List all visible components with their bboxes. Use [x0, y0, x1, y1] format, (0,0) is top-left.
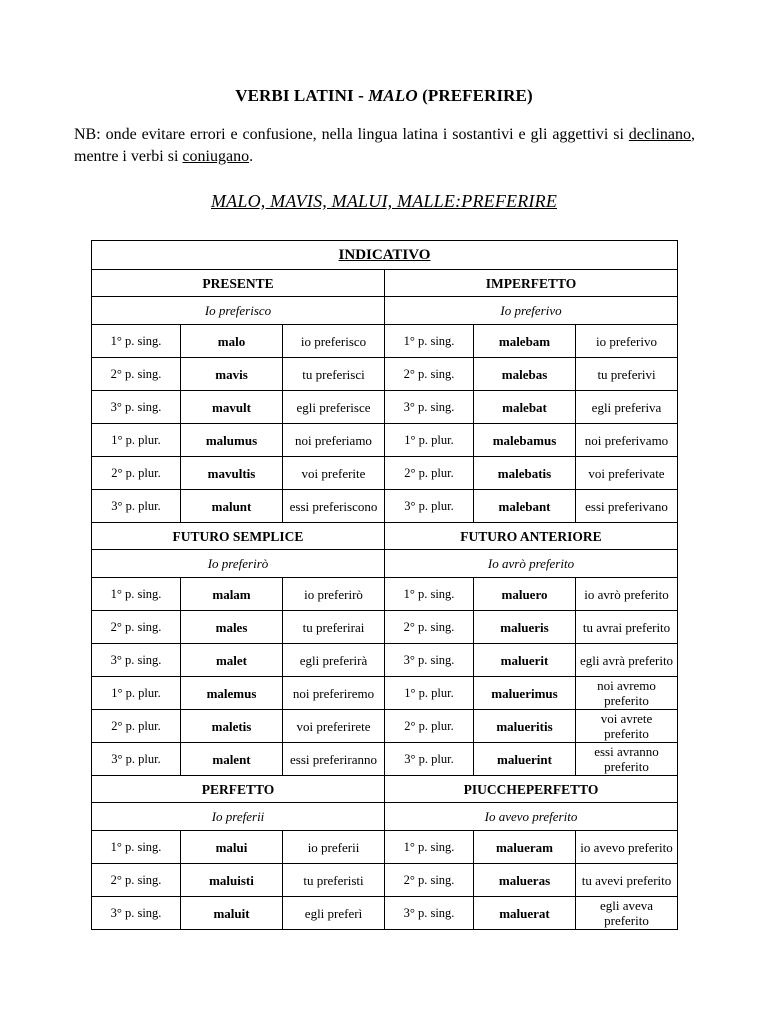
latin-form-cell: malueritis [474, 710, 576, 743]
table-row [92, 864, 678, 897]
latin-form-cell: mavult [181, 391, 283, 424]
latin-form-cell: malebat [474, 391, 576, 424]
tense-header-row [92, 776, 678, 803]
person-cell: 1° p. plur. [385, 677, 474, 710]
translation-cell: tu avrai preferito [576, 611, 678, 644]
tense-translation: Io preferisco [92, 297, 385, 325]
latin-form-cell: malunt [181, 490, 283, 523]
translation-cell: noi preferiamo [283, 424, 385, 457]
person-cell: 3° p. sing. [385, 897, 474, 930]
person-cell: 3° p. sing. [385, 644, 474, 677]
mood-heading: INDICATIVO [92, 241, 678, 270]
latin-form-cell: malueram [474, 831, 576, 864]
table-row [92, 611, 678, 644]
latin-form-cell: malemus [181, 677, 283, 710]
translation-row [92, 297, 678, 325]
person-cell: 1° p. sing. [385, 831, 474, 864]
translation-row [92, 803, 678, 831]
person-cell: 1° p. plur. [92, 424, 181, 457]
person-cell: 1° p. sing. [385, 578, 474, 611]
table-row [92, 710, 678, 743]
person-cell: 2° p. plur. [385, 710, 474, 743]
person-cell: 3° p. plur. [92, 490, 181, 523]
tense-translation: Io avevo preferito [385, 803, 678, 831]
latin-form-cell: maluit [181, 897, 283, 930]
translation-cell: tu preferisci [283, 358, 385, 391]
title-prefix: VERBI LATINI - [235, 86, 369, 105]
translation-cell: egli avrà preferito [576, 644, 678, 677]
translation-cell: essi preferivano [576, 490, 678, 523]
table-row [92, 644, 678, 677]
table-row [92, 831, 678, 864]
table-row [92, 325, 678, 358]
conjugation-table [91, 240, 678, 930]
table-row [92, 677, 678, 710]
translation-cell: tu preferirai [283, 611, 385, 644]
translation-cell: io preferivo [576, 325, 678, 358]
table-row [92, 743, 678, 776]
person-cell: 3° p. plur. [385, 743, 474, 776]
tense-heading: FUTURO SEMPLICE [92, 523, 385, 550]
latin-form-cell: malebas [474, 358, 576, 391]
translation-cell: egli aveva preferito [576, 897, 678, 930]
title-suffix: (PREFERIRE) [417, 86, 533, 105]
translation-cell: noi avremo preferito [576, 677, 678, 710]
latin-form-cell: malumus [181, 424, 283, 457]
translation-cell: voi preferivate [576, 457, 678, 490]
translation-cell: egli preferiva [576, 391, 678, 424]
tense-header-row [92, 523, 678, 550]
tense-translation: Io preferirò [92, 550, 385, 578]
latin-form-cell: malet [181, 644, 283, 677]
tense-heading: PERFETTO [92, 776, 385, 803]
latin-form-cell: maluerit [474, 644, 576, 677]
page-title [0, 86, 768, 106]
translation-cell: essi preferiranno [283, 743, 385, 776]
latin-form-cell: malebatis [474, 457, 576, 490]
latin-form-cell: maletis [181, 710, 283, 743]
verb-principal-parts: MALO, MAVIS, MALUI, MALLE:PREFERIRE [210, 191, 558, 211]
latin-form-cell: mavis [181, 358, 283, 391]
nb-text-3: . [249, 148, 254, 165]
translation-cell: tu preferisti [283, 864, 385, 897]
translation-cell: noi preferiremo [283, 677, 385, 710]
latin-form-cell: malebant [474, 490, 576, 523]
translation-cell: tu preferivi [576, 358, 678, 391]
table-row [92, 424, 678, 457]
person-cell: 2° p. plur. [92, 710, 181, 743]
translation-cell: io preferii [283, 831, 385, 864]
table-row [92, 457, 678, 490]
person-cell: 2° p. plur. [92, 457, 181, 490]
latin-form-cell: maluero [474, 578, 576, 611]
person-cell: 1° p. sing. [92, 578, 181, 611]
mood-row [92, 241, 678, 270]
latin-form-cell: mavultis [181, 457, 283, 490]
translation-cell: essi avranno preferito [576, 743, 678, 776]
tense-heading: PRESENTE [92, 270, 385, 297]
translation-cell: io avevo preferito [576, 831, 678, 864]
latin-form-cell: maluerimus [474, 677, 576, 710]
tense-translation: Io preferii [92, 803, 385, 831]
nb-text-2: , mentre i verbi si [74, 126, 695, 165]
tense-heading: PIUCCHEPERFETTO [385, 776, 678, 803]
person-cell: 3° p. sing. [92, 644, 181, 677]
nb-declinano: declinano [628, 126, 691, 143]
latin-form-cell: malebam [474, 325, 576, 358]
person-cell: 2° p. sing. [385, 864, 474, 897]
translation-cell: voi avrete preferito [576, 710, 678, 743]
person-cell: 2° p. sing. [92, 611, 181, 644]
translation-cell: essi preferiscono [283, 490, 385, 523]
latin-form-cell: maluisti [181, 864, 283, 897]
person-cell: 1° p. plur. [385, 424, 474, 457]
translation-cell: noi preferivamo [576, 424, 678, 457]
translation-cell: voi preferite [283, 457, 385, 490]
person-cell: 3° p. sing. [385, 391, 474, 424]
translation-row [92, 550, 678, 578]
table-row [92, 897, 678, 930]
tense-heading: IMPERFETTO [385, 270, 678, 297]
title-verb: MALO [368, 86, 418, 105]
person-cell: 1° p. sing. [92, 325, 181, 358]
person-cell: 3° p. sing. [92, 391, 181, 424]
nb-coniugano: coniugano [182, 148, 250, 165]
tense-header-row [92, 270, 678, 297]
person-cell: 1° p. sing. [92, 831, 181, 864]
translation-cell: tu avevi preferito [576, 864, 678, 897]
latin-form-cell: malueras [474, 864, 576, 897]
translation-cell: egli preferirà [283, 644, 385, 677]
person-cell: 2° p. sing. [92, 864, 181, 897]
translation-cell: voi preferirete [283, 710, 385, 743]
translation-cell: egli preferì [283, 897, 385, 930]
latin-form-cell: malam [181, 578, 283, 611]
latin-form-cell: malent [181, 743, 283, 776]
table-row [92, 578, 678, 611]
person-cell: 2° p. sing. [385, 358, 474, 391]
latin-form-cell: malueris [474, 611, 576, 644]
latin-form-cell: maluerat [474, 897, 576, 930]
tense-heading: FUTURO ANTERIORE [385, 523, 678, 550]
nb-note [74, 124, 695, 168]
table-row [92, 490, 678, 523]
translation-cell: io preferirò [283, 578, 385, 611]
tense-translation: Io avrò preferito [385, 550, 678, 578]
latin-form-cell: malo [181, 325, 283, 358]
person-cell: 2° p. sing. [385, 611, 474, 644]
translation-cell: io avrò preferito [576, 578, 678, 611]
latin-form-cell: malui [181, 831, 283, 864]
latin-form-cell: maluerint [474, 743, 576, 776]
nb-text-1: NB: onde evitare errori e confusione, nella lingua latina i sostantivi e gli aggettivi si [74, 126, 629, 143]
table-row [92, 391, 678, 424]
person-cell: 1° p. plur. [92, 677, 181, 710]
person-cell: 3° p. sing. [92, 897, 181, 930]
translation-cell: io preferisco [283, 325, 385, 358]
table-row [92, 358, 678, 391]
person-cell: 3° p. plur. [385, 490, 474, 523]
latin-form-cell: males [181, 611, 283, 644]
person-cell: 1° p. sing. [385, 325, 474, 358]
tense-translation: Io preferivo [385, 297, 678, 325]
latin-form-cell: malebamus [474, 424, 576, 457]
person-cell: 2° p. plur. [385, 457, 474, 490]
person-cell: 2° p. sing. [92, 358, 181, 391]
translation-cell: egli preferisce [283, 391, 385, 424]
person-cell: 3° p. plur. [92, 743, 181, 776]
